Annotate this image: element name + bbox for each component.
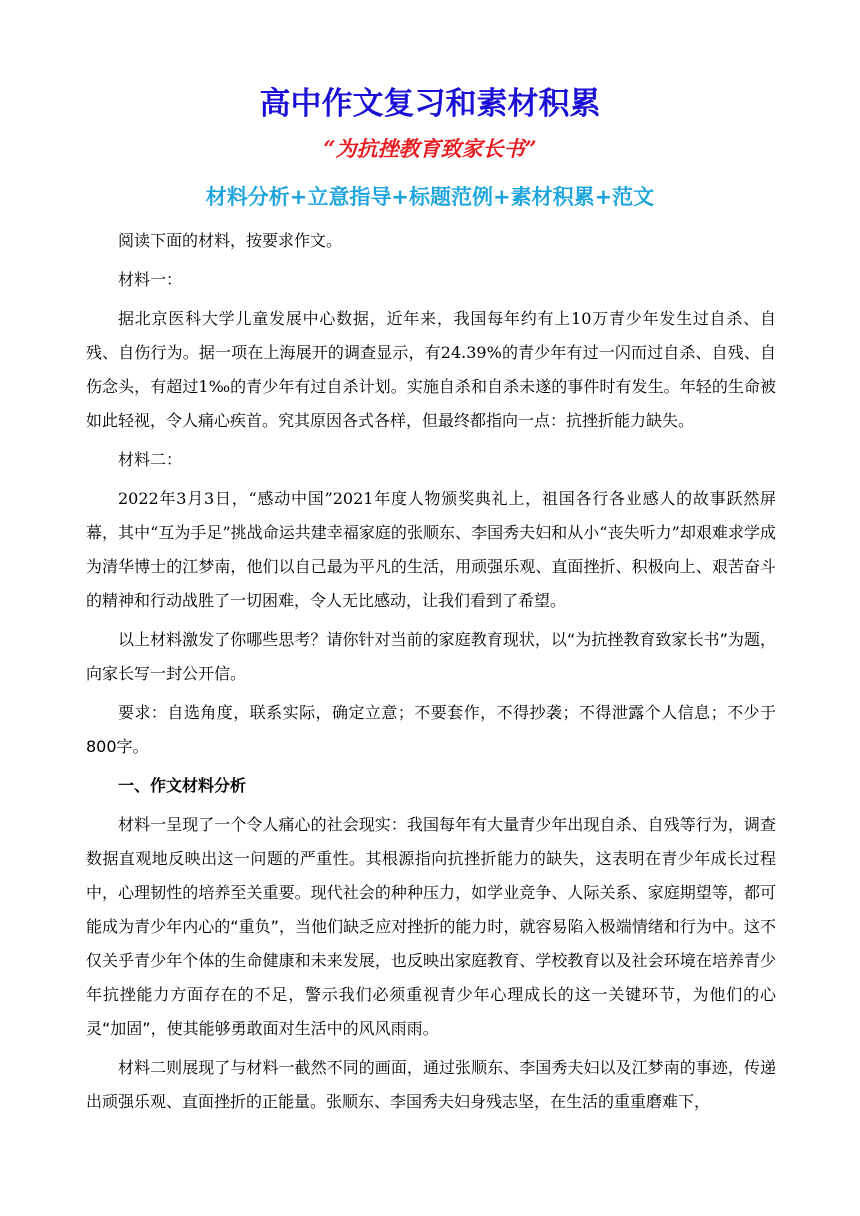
requirements-paragraph: 要求：自选角度，联系实际，确定立意；不要套作，不得抄袭；不得泄露个人信息；不少于800字。 [86, 703, 776, 756]
document-body [86, 224, 776, 1124]
material-one-text: 据北京医科大学儿童发展中心数据，近年来，我国每年约有上10万青少年发生过自杀、自残、自伤行为。据一项在上海展开的调查显示，有24.39%的青少年有过一闪而过自杀、自残、自伤念头，有超过1‰的青少年有过自杀计划。实施自杀和自杀未遂的事件时有发生。年轻的生命被如此轻视，令人痛心疾首。究其原因各式各样，但最终都指向一点：抗挫折能力缺失。 [86, 309, 776, 430]
material-two-label: 材料二： [118, 450, 183, 469]
analysis-paragraph: 材料一呈现了一个令人痛心的社会现实：我国每年有大量青少年出现自杀、自残等行为，调查数据直观地反映出这一问题的严重性。其根源指向抗挫折能力的缺失，这表明在青少年成长过程中，心理韧性的培养至关重要。现代社会的种种压力，如学业竞争、人际关系、家庭期望等，都可能成为青少年内心的“重负”，当他们缺乏应对挫折的能力时，就容易陷入极端情绪和行为中。这不仅关乎青少年个体的生命健康和未来发展，也反映出家庭教育、学校教育以及社会环境在培养青少年抗挫能力方面存在的不足，警示我们必须重视青少年心理成长的这一关键环节，为他们的心灵“加固”，使其能够勇敢面对生活中的风风雨雨。 [86, 815, 776, 1038]
document-title: 高中作文复习和素材积累 [259, 86, 601, 121]
material-two-text: 2022年3月3日，“感动中国”2021年度人物颁奖典礼上，祖国各行各业感人的故事跃然屏幕，其中“互为手足”挑战命运共建幸福家庭的张顺东、李国秀夫妇和从小“丧失听力”却艰难求学成为清华博士的江梦南，他们以自己最为平凡的生活，用顽强乐观、直面挫折、积极向上、艰苦奋斗的精神和行动战胜了一切困难，令人无比感动，让我们看到了希望。 [86, 489, 776, 610]
analysis-paragraph: 材料二则展现了与材料一截然不同的画面，通过张顺东、李国秀夫妇以及江梦南的事迹，传递出顽强乐观、直面挫折的正能量。张顺东、李国秀夫妇身残志坚，在生活的重重磨难下， [86, 1058, 776, 1111]
section-heading: 一、作文材料分析 [118, 776, 247, 795]
prompt-paragraph: 以上材料激发了你哪些思考？请你针对当前的家庭教育现状，以“为抗挫教育致家长书”为题，向家长写一封公开信。 [86, 630, 776, 683]
document-subtitle: “为抗挫教育致家长书” [323, 136, 537, 161]
material-one-label: 材料一： [118, 270, 183, 289]
instruction-paragraph: 阅读下面的材料，按要求作文。 [118, 231, 343, 250]
document-subtitle-outline: 材料分析+立意指导+标题范例+素材积累+范文 [205, 185, 655, 209]
